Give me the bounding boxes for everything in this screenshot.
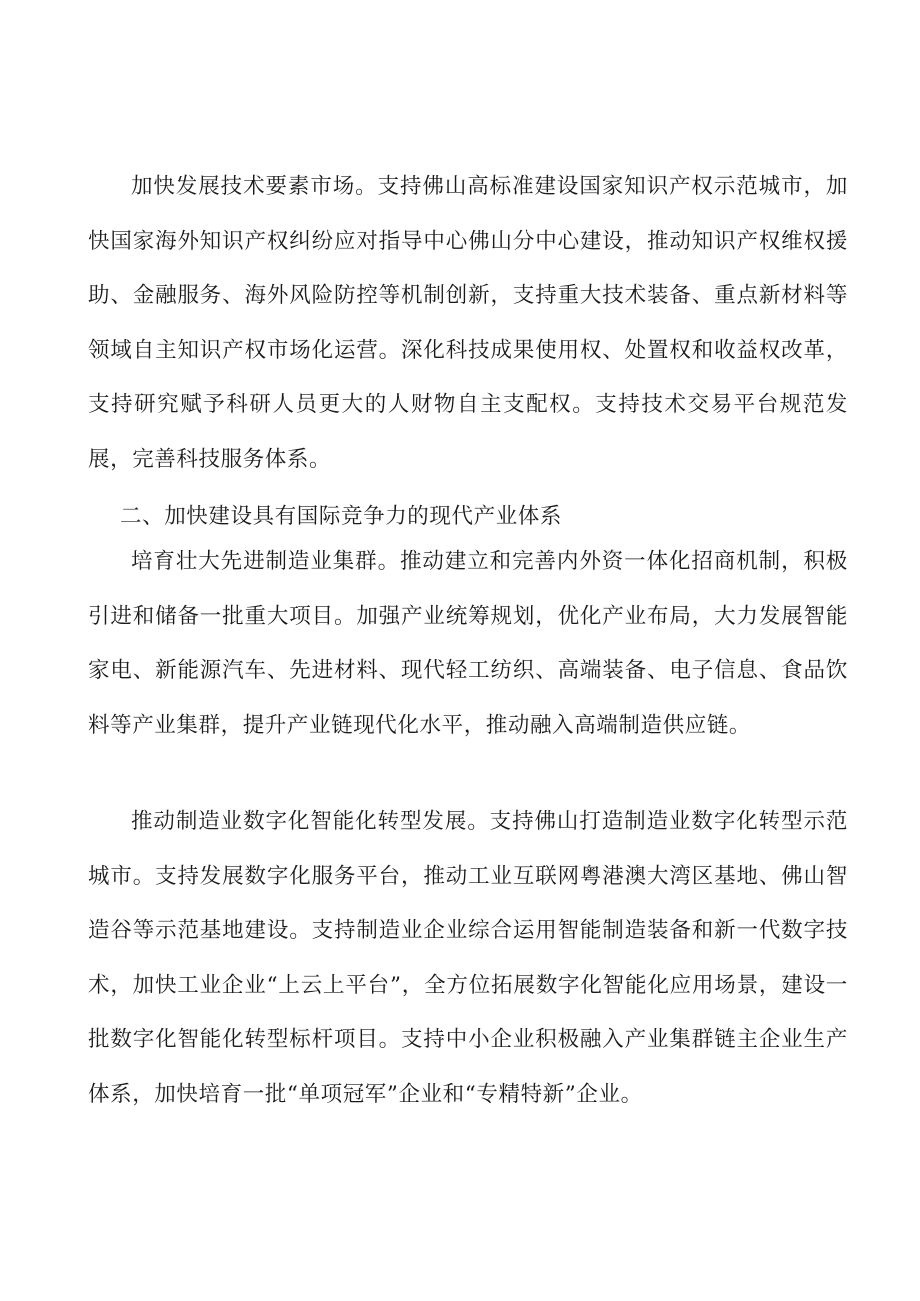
paragraph-manufacturing-clusters: 培育壮大先进制造业集群。推动建立和完善内外资一体化招商机制，积极引进和储备一批重大项目。加强产业统筹规划，优化产业布局，大力发展智能家电、新能源汽车、先进材料、现代轻工纺织、高端装备、电子信息、食品饮料等产业集群，提升产业链现代化水平，推动融入高端制造供应链。 — [88, 549, 848, 738]
section-heading: 二、加快建设具有国际竞争力的现代产业体系 — [120, 504, 563, 529]
paragraph-technology-market: 加快发展技术要素市场。支持佛山高标准建设国家知识产权示范城市，加快国家海外知识产权纠纷应对指导中心佛山分中心建设，推动知识产权维权援助、金融服务、海外风险防控等机制创新，支持重大技术装备、重点新材料等领域自主知识产权市场化运营。深化科技成果使用权、处置权和收益权改革，支持研究赋予科研人员更大的人财物自主支配权。支持技术交易平台规范发展，完善科技服务体系。 — [88, 174, 848, 472]
paragraph-digital-transformation: 推动制造业数字化智能化转型发展。支持佛山打造制造业数字化转型示范城市。支持发展数字化服务平台，推动工业互联网粤港澳大湾区基地、佛山智造谷等示范基地建设。支持制造业企业综合运用智能制造装备和新一代数字技术，加快工业企业“上云上平台”，全方位拓展数字化智能化应用场景，建设一批数字化智能化转型标杆项目。支持中小企业积极融入产业集群链主企业生产体系，加快培育一批“单项冠军”企业和“专精特新”企业。 — [88, 809, 848, 1107]
